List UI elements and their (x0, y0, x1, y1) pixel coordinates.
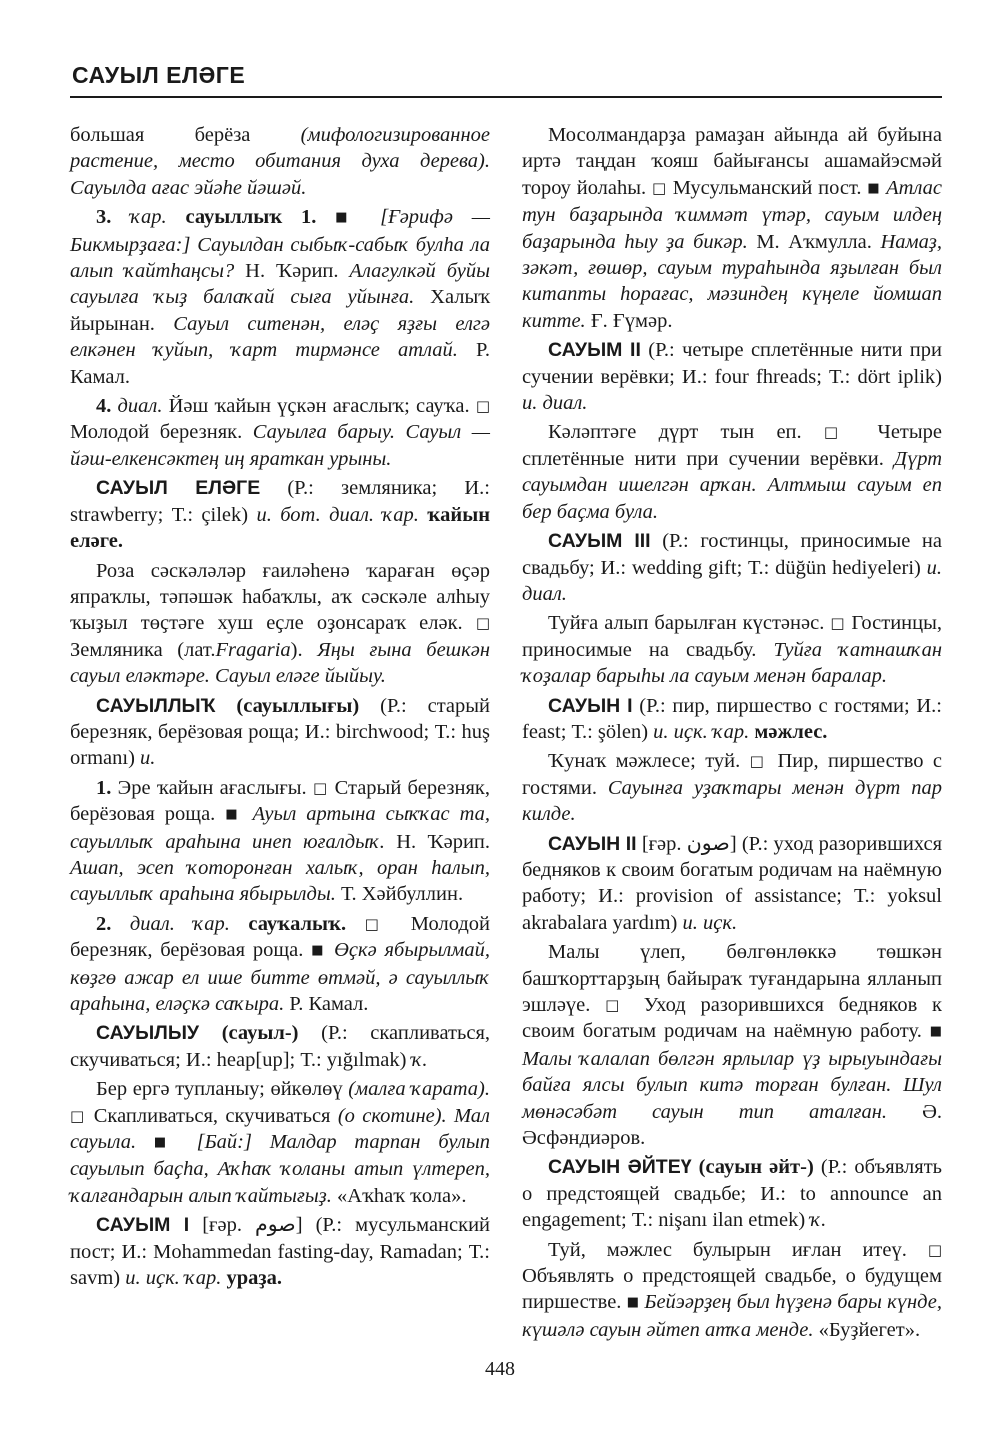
example-marker-icon: ■ (225, 807, 243, 823)
author: «Аҡһаҡ ҡола». (337, 1184, 467, 1207)
cross-reference: мәжлес. (754, 720, 828, 743)
cross-reference: сауҡалыҡ. (248, 912, 347, 935)
entry-sauylyu (70, 1020, 490, 1073)
speaker-note: [Ғәрифә — Бикмырҙаға:] (70, 206, 491, 256)
entry-sauyn-2-body (522, 939, 942, 1151)
translation: Молодой березняк, берёзовая роща. (70, 912, 491, 962)
sense-3 (70, 204, 490, 390)
translation: Четыре сплетённые нити при сучении верёвки. (522, 421, 943, 470)
sense-number: 3. (96, 206, 112, 229)
cross-reference: ҡайын еләге. (70, 503, 491, 553)
translation-marker-icon: □ (312, 778, 329, 797)
example-marker-icon: ■ (311, 943, 327, 959)
headword: САУЫМ I (96, 1214, 190, 1237)
example: Сауылға барыу. (252, 421, 395, 444)
example: Малы ҡалалап бөлгән ярлылар үҙ ырыуындағы байға ялсы булып китә торған булған. Шул мөнәсәбәт сауын тип аталған. (522, 1047, 942, 1123)
author: Р. Камал. (289, 993, 369, 1015)
equivalents: (Р.: старый березняк, берёзовая роща; И.: birchwood; Т.: huş ormanı) (70, 694, 491, 770)
header-rule (70, 96, 942, 98)
translation-marker-icon: □ (927, 1240, 943, 1259)
cross-reference: ураҙа. (226, 1267, 282, 1290)
translation-marker-icon: □ (364, 914, 393, 933)
example: Өҫкә ябырылмай, көҙгө ажар ел ише битте өтмәй, ә сауыллыҡ араһына, еләҫкә саҡыра. (70, 939, 491, 1015)
usage-note: (о скотине). (337, 1104, 447, 1127)
translation: Земляника (лат. (70, 638, 216, 661)
author: Н. Ҡәрип. (245, 260, 339, 283)
entry-sauym-3-body (522, 610, 942, 689)
example: Мал сауыла. (70, 1104, 490, 1154)
usage-note: (малға ҡарата). (348, 1078, 491, 1101)
usage-label: и. иҫк. ҡар. (125, 1267, 222, 1290)
example-marker-icon: ■ (929, 1024, 943, 1040)
equivalents: (Р.: четыре сплетённые нити при сучении верёвки; И.: four fhreads; Т.: dört iplik) (522, 339, 942, 388)
etymology: [ғәр. صون] (641, 832, 737, 855)
definition: Бер ергә тупланыу; өйкөлөү (96, 1078, 343, 1101)
usage-label: диал. (117, 395, 163, 418)
running-head: САУЫЛ ЕЛӘГЕ (72, 62, 246, 88)
example: Сауылдан сыбыҡ-сабыҡ булһа ла алып ҡайтһаңсы? (70, 233, 490, 283)
entry-sauym-1 (70, 1212, 490, 1291)
usage-label: и. диал. (522, 556, 942, 605)
sense-number: 4. (96, 395, 112, 418)
usage-label: и. диал. (522, 392, 588, 415)
definition: большая берёза (70, 124, 251, 146)
author: Т. Хәйбуллин. (340, 883, 464, 906)
translation: Пир, пиршество с гостями. (522, 750, 942, 799)
translation-marker-icon: □ (823, 423, 856, 442)
example: (мифологизированное растение, место обитания духа дерева). Сауылда ағас эйәһе йәшәй. (70, 124, 490, 199)
headword: САУЫН II (548, 832, 637, 855)
headword: САУЫН ӘЙТЕҮ (548, 1156, 692, 1179)
entry-sauyn-1-body (522, 748, 942, 827)
example: Намаҙ, зәкәт, ғөшөр, сауым тураһында яҙылған был китапты һорағас, мәзиндең күңеле йомшап китте. (522, 230, 943, 332)
usage-label: ҡ. (411, 1048, 428, 1071)
entry-sauyn-2 (522, 831, 942, 937)
definition: Эре ҡайын ағаслығы. (117, 776, 307, 799)
example-marker-icon: ■ (867, 180, 881, 196)
headword: САУЫЛ ЕЛӘГЕ (96, 477, 261, 500)
example: Сауыл — йәш-елкенсәктең иң яраткан урыны. (70, 421, 491, 470)
usage-label: и. иҫк. ҡар. (653, 720, 750, 743)
definition: Малы үлеп, бөлгөнлөккә төшкән башҡорттарҙың байыраҡ туғандарына ялланып эшләүе. (522, 941, 942, 1016)
author: Н. Ҡәрип. (396, 830, 491, 853)
translation-marker-icon: □ (475, 397, 491, 416)
translation-marker-icon: □ (749, 752, 769, 771)
translation-end: ). (290, 638, 303, 661)
entry-sauym-1-body (522, 122, 942, 334)
definition: Кәләптәге дүрт тын еп. (548, 421, 802, 444)
author: Ә. Әсфәндиәров. (522, 1100, 942, 1150)
sense-2 (70, 911, 490, 1018)
entry-sauyllyq (70, 693, 490, 772)
example: Сауыл ситенән, еләҫ яҙғы елгә елкәнен ҡуйып, ҡарт тирмәнсе атлай. (70, 312, 490, 362)
entry-sauyn-aiteu (522, 1154, 942, 1233)
translation: Объявлять о предстоящей свадьбе, о будущем пиршестве. (522, 1265, 942, 1314)
left-column (70, 122, 490, 1294)
sense-number: 1. (96, 776, 112, 799)
latin-name: Fragaria (215, 638, 291, 661)
example: Дүрт сауымдан ишелгән арҡан. Алтмыш сауым еп бер баҫма була. (522, 447, 942, 523)
example-marker-icon: ■ (626, 1295, 640, 1311)
example: Яңы ғына бешкән сауыл еләктәре. Сауыл еләге йыйыу. (70, 638, 490, 688)
equivalents: (Р.: уход разорившихся бедняков к своим богатым родичам на наёмную работу; И.: provision of assistance; Т.: yoksul akrabalara yardım) (522, 832, 943, 934)
equivalents: (Р.: мусульманский пост; И.: Mohammedan fasting-day, Ramadan; Т.: savm) (70, 1214, 491, 1290)
example: Сауынға уҙаҡтары менән дүрт пар килде. (522, 776, 942, 826)
equivalents: (Р.: земляника; И.: strawberry; Т.: çilek) (70, 477, 490, 526)
usage-label: и. бот. диал. ҡар. (256, 503, 419, 526)
speaker-note: [Бай:] (196, 1131, 252, 1154)
entry-sauym-2 (522, 337, 942, 416)
entry-sauyn-aiteu-body (522, 1237, 942, 1344)
entry-sauyl-elage (70, 475, 490, 554)
entry-sauym-2-body (522, 419, 942, 525)
example-marker-icon: ■ (153, 1135, 179, 1151)
equivalents: (Р.: скапливаться, скучиваться; И.: heap[up]; Т.: yığılmak) (70, 1022, 490, 1071)
author: М. Аҡмулла. (756, 230, 872, 253)
example: Ауыл артына сыҡҡас та, сауыллыҡ араһына инеп юғалдыҡ. (70, 803, 491, 853)
usage-label: и. (140, 747, 156, 770)
translation: Уход разорившихся бедняков к своим богатым родичам на наёмную работу. (522, 994, 942, 1043)
translation: Старый березняк, берёзовая роща. (70, 776, 491, 826)
author: Р. Камал. (70, 339, 490, 388)
translation: Мусульманский пост. (672, 176, 862, 199)
example: Малдар тарпан булып сауылып баҫһа, Аҡһаҡ ҡоланы атып үлтереп, ҡалғандарын алып ҡайтығыҙ. (70, 1131, 491, 1207)
headword: САУЫМ III (548, 530, 651, 553)
equivalents: (Р.: объявлять о предстоящей свадьбе; И.: to announce an engagement; Т.: nişanı ilan etmek) (522, 1156, 943, 1232)
definition: Йәш ҡайын үҫкән ағаслыҡ; сауҡа. (168, 395, 470, 418)
translation-marker-icon: □ (830, 614, 846, 633)
usage-label: и. иҫк. (682, 911, 738, 934)
translation-marker-icon: □ (651, 178, 667, 197)
usage-label: ҡар. (130, 206, 167, 229)
definition: Роза сәскәләләр ғаиләһенә ҡараған өҫәр япраҡлы, тәпәшәк һабаҡлы, аҡ сәскәле алһыу ҡыҙыл төҫтәге хуш еҫле оҙонсараҡ еләк. (70, 559, 490, 635)
entry-continuation (70, 122, 490, 201)
equivalents: (Р.: пир, пиршество с гостями; И.: feast; Т.: şölen) (522, 694, 942, 743)
entry-sauylyu-body (70, 1076, 490, 1209)
headword-form: (сауыл-) (221, 1022, 299, 1045)
definition: Туй, мәжлес булырын иғлан итеү. (548, 1238, 907, 1261)
author: Халыҡ йырынан. (70, 286, 490, 335)
example: Туйға ҡатнашҡан ҡоҙалар барыһы ла сауым менән баралар. (522, 638, 943, 688)
headword: САУЫН I (548, 694, 633, 717)
right-column (522, 122, 942, 1346)
sense-1 (70, 775, 490, 908)
equivalents: (Р.: гостинцы, приносимые на свадьбу; И.: wedding gift; Т.: düğün hediyeleri) (522, 530, 942, 579)
usage-label: ҡ. (810, 1209, 827, 1232)
sense-4 (70, 393, 490, 472)
translation: Скапливаться, скучиваться (93, 1104, 331, 1127)
headword-form: (сауын әйт-) (698, 1156, 814, 1179)
example-marker-icon: ■ (335, 210, 362, 226)
author: «Буҙйегет». (818, 1318, 921, 1341)
definition: Туйға алып барылған күстәнәс. (548, 612, 825, 635)
headword-form: (сауыллығы) (236, 694, 360, 717)
entry-sauyn-1 (522, 693, 942, 746)
sense-number: 2. (96, 912, 112, 935)
example: Атлас тун баҙарында ҡиммәт үтәр, сауым илдең баҙарында һыу ҙа бикәр. (522, 176, 943, 253)
translation-marker-icon: □ (475, 614, 491, 633)
translation: Молодой березняк. (70, 421, 243, 444)
etymology: [ғәр. صوم] (202, 1214, 303, 1237)
example: Ашап, эсеп ҡоторонған халыҡ, оран һалып, сауыллыҡ араһына ябырылды. (70, 856, 490, 906)
headword: САУЫМ II (548, 339, 641, 362)
headword: САУЫЛЫУ (96, 1022, 200, 1045)
author: Ғ. Ғүмәр. (590, 309, 673, 332)
translation-marker-icon: □ (605, 996, 629, 1014)
definition: Мосолмандарҙа рамаҙан айында ай буйына иртә таңдан ҡояш байығансы ашамайэсмәй тороу йолаһы. (522, 124, 942, 199)
translation: Гостинцы, приносимые на свадьбу. (522, 612, 943, 661)
usage-label: диал. ҡар. (129, 912, 230, 935)
example: Алагулкәй буйы сауылға ҡыҙ балаҡай сыға уйынға. (70, 260, 490, 309)
headword: САУЫЛЛЫҠ (96, 694, 216, 717)
example: Бейэәрҙең был һүҙенә бары күнде, күшәлә сауын әйтеп атҡа менде. (522, 1291, 942, 1341)
entry-sauyl-elage-body (70, 558, 490, 690)
cross-reference: сауыллыҡ 1. (185, 206, 317, 229)
translation-marker-icon: □ (70, 1106, 87, 1125)
page-number: 448 (485, 1358, 515, 1380)
entry-sauym-3 (522, 528, 942, 607)
definition: Ҡунаҡ мәжлесе; туй. (548, 750, 741, 773)
